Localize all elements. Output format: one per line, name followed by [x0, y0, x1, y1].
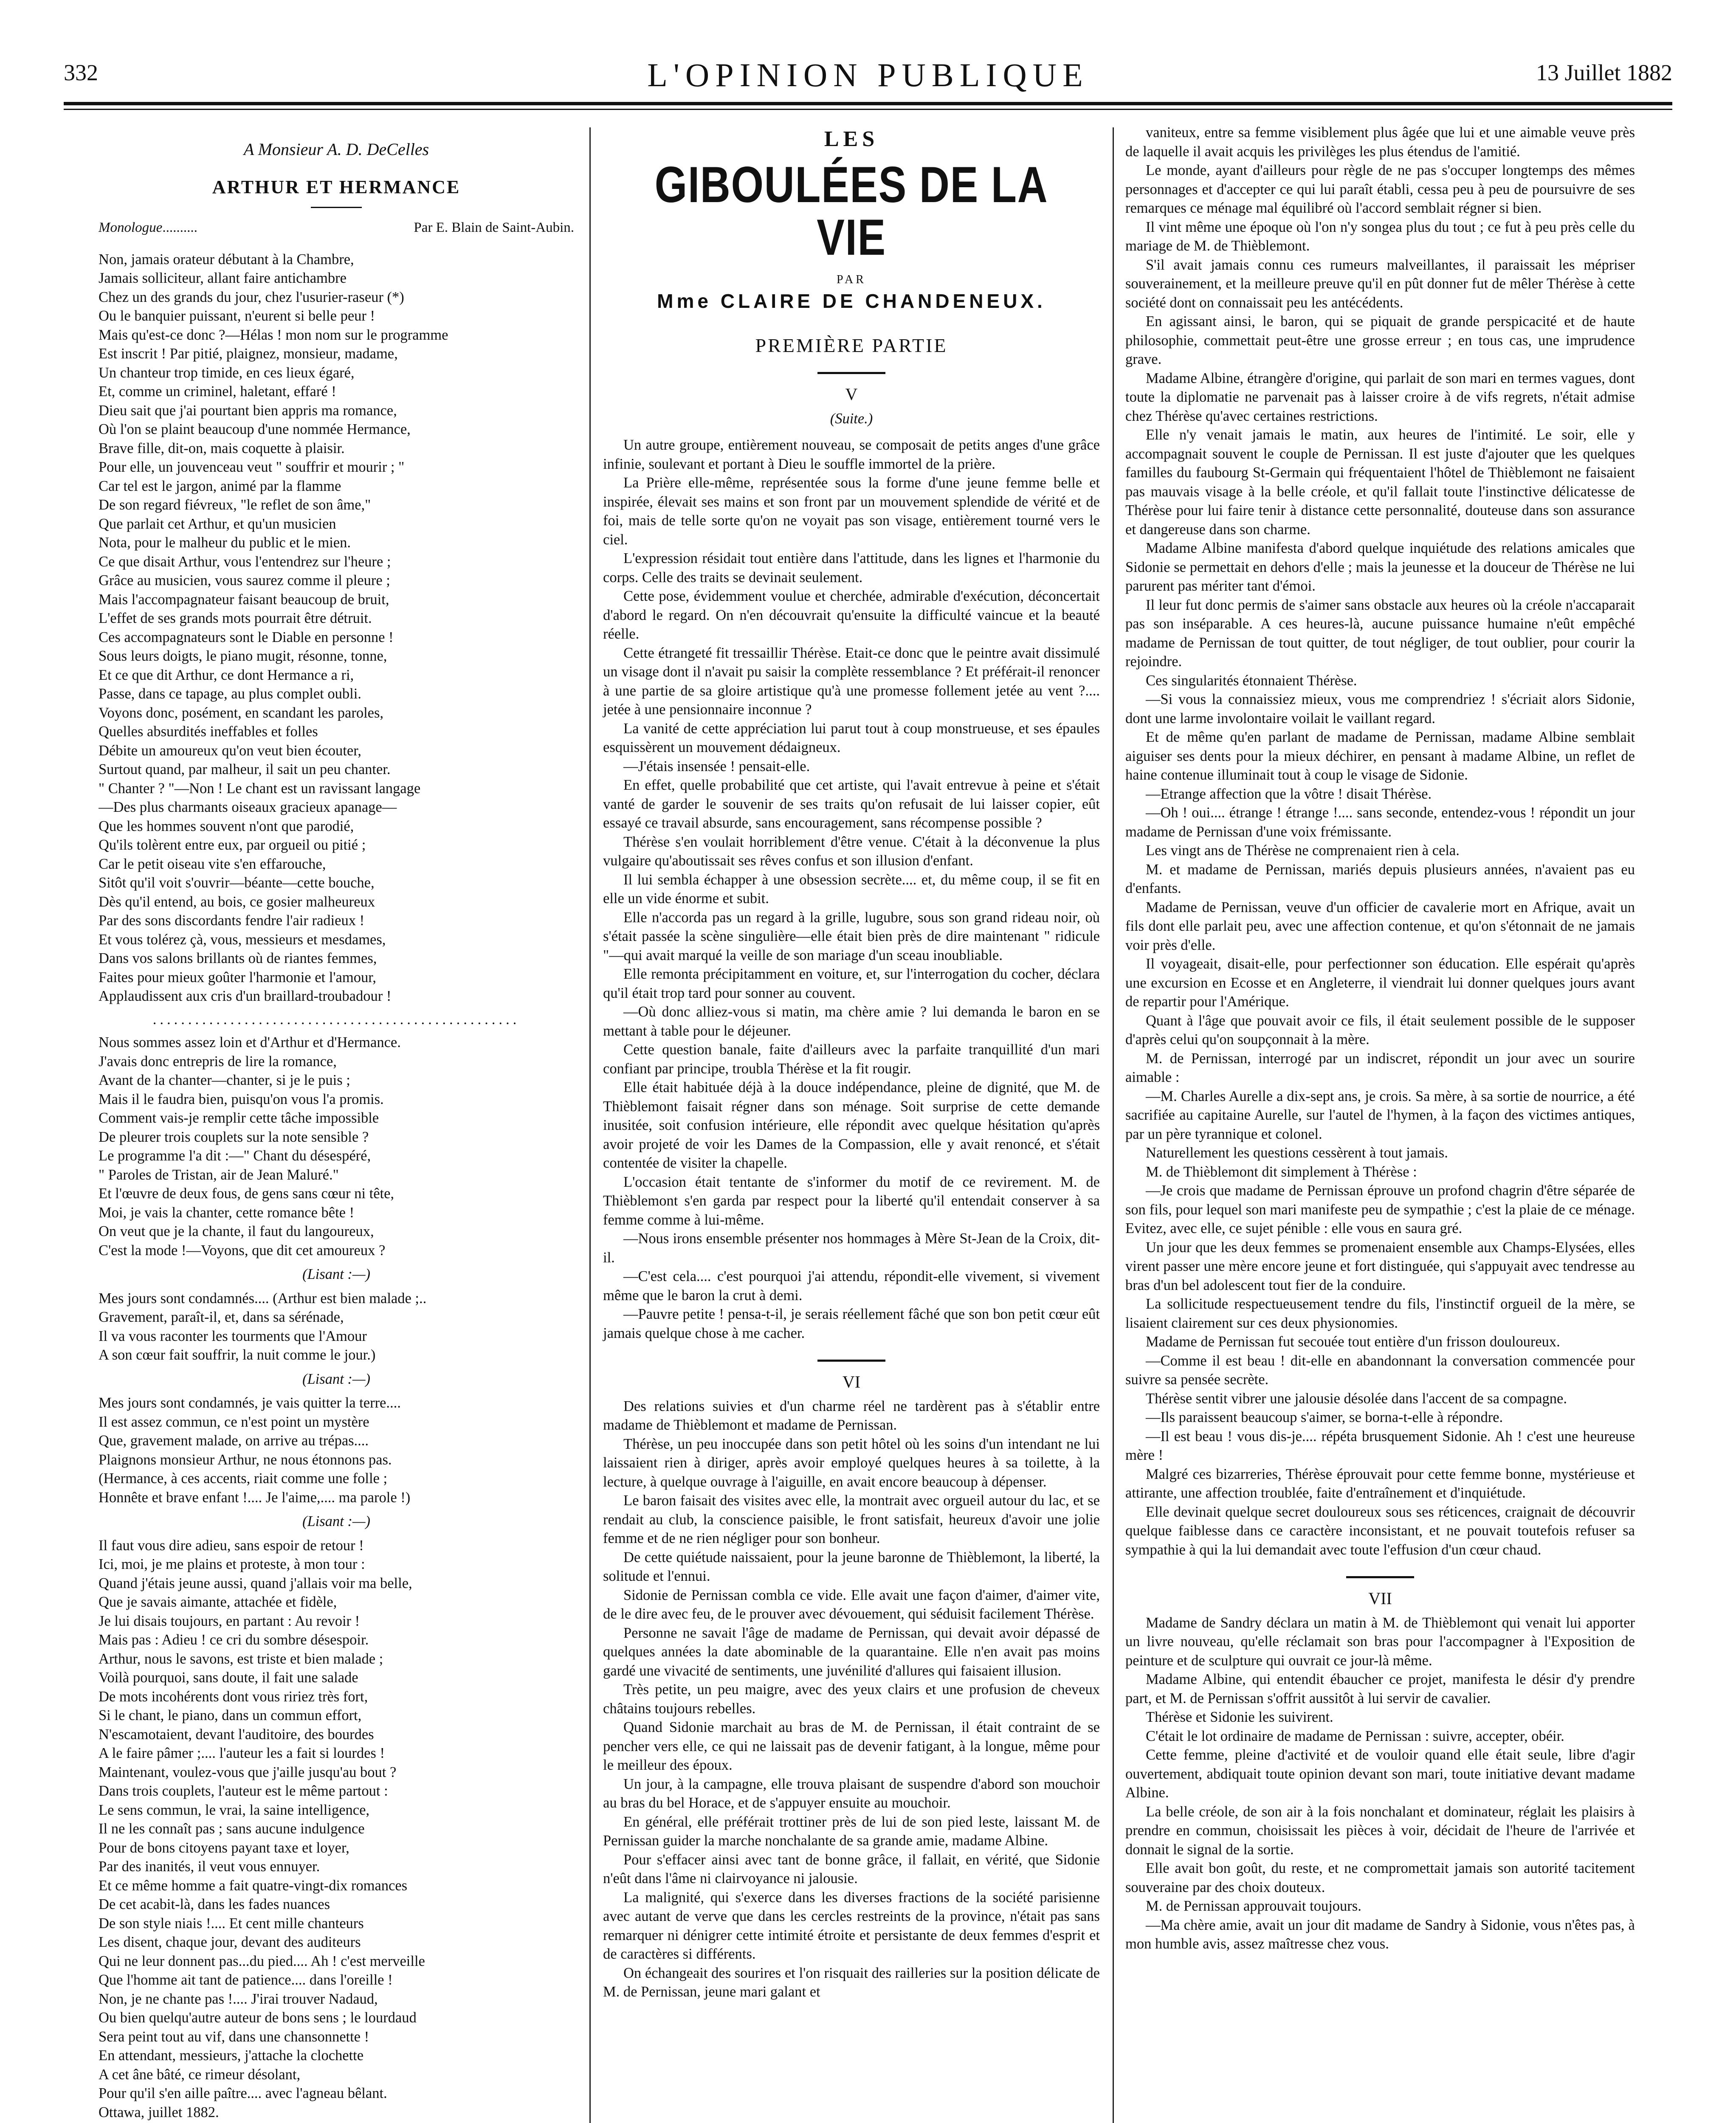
verse-line: Voilà pourquoi, sans doute, il fait une salade	[99, 1670, 358, 1686]
verse-line: Sitôt qu'il voit s'ouvrir—béante—cette bouche,	[99, 875, 375, 891]
paragraph: La vanité de cette appréciation lui parut tout à coup monstrueuse, et ses épaules esquissèrent un mouvement dédaigneux.	[603, 720, 1100, 755]
verse-line: Arthur, nous le savons, est triste et bien malade ;	[99, 1650, 383, 1667]
verse-line: Mes jours sont condamnés, je vais quitter la terre....	[99, 1395, 401, 1411]
paragraph: Les vingt ans de Thérèse ne comprenaient rien à cela.	[1146, 842, 1460, 859]
paragraph: Le baron faisait des visites avec elle, la montrait avec orgueil autour du lac, et se rendait au club, la conscience paisible, le front satisfait, heureux d'avoir une jolie femme et de ne rien négliger pour son bonheur.	[603, 1492, 1100, 1546]
verse-line: Débite un amoureux qu'on veut bien écouter,	[99, 742, 361, 759]
verse-line: Il va vous raconter les tourments que l'Amour	[99, 1328, 367, 1344]
verse-line: Jamais solliciteur, allant faire antichambre	[99, 270, 347, 286]
verse-line: Avant de la chanter—chanter, si je le puis ;	[99, 1072, 350, 1088]
paragraph: La Prière elle-même, représentée sous la forme d'une jeune femme belle et inspirée, élevait ses mains et son front par un mouvement splendide de vérité et de foi, mais de telle sorte qu'on ne voyait pas son visage, entièrement tourné vers le ciel.	[603, 475, 1100, 548]
paragraph: En effet, quelle probabilité que cet artiste, qui l'avait entrevue à peine et s'était vanté de garder le souvenir de ses traits qu'on refusait de lui laisser copier, eût essayé ce travail absurde, sans encouragement, sans récompense possible ?	[603, 777, 1100, 831]
verse-line: Par des sons discordants fendre l'air radieux !	[99, 912, 365, 929]
chapter-rule	[817, 372, 885, 374]
verse-line: Dans vos salons brillants où de riantes femmes,	[99, 950, 377, 966]
verse-line: Brave fille, dit-on, mais coquette à plaisir.	[99, 440, 345, 456]
poem-stanza	[99, 250, 574, 1006]
paragraph: Madame de Pernissan, veuve d'un officier de cavalerie mort en Afrique, avait un fils dont elle parlait peu, avec une affection contenue, et qu'on s'étonnait de ne jamais voir près d'elle.	[1125, 899, 1635, 953]
paragraph: —Oh ! oui.... étrange ! étrange !.... sans seconde, entendez-vous ! répondit un jour madame de Pernissan d'une voix frémissante.	[1125, 805, 1635, 840]
verse-line: Pour qu'il s'en aille paître.... avec l'agneau bêlant.	[99, 2085, 387, 2101]
paragraph: —C'est cela.... c'est pourquoi j'ai attendu, répondit-elle vivement, si vivement même que le baron la crut à demi.	[603, 1268, 1100, 1304]
paragraph: Un jour, à la campagne, elle trouva plaisant de suspendre d'abord son mouchoir au bras du bel Horace, et de s'appuyer ensuite au mouchoir.	[603, 1776, 1100, 1811]
verse-line: Il faut vous dire adieu, sans espoir de retour !	[99, 1537, 364, 1554]
verse-line: A cet âne bâté, ce rimeur désolant,	[99, 2066, 301, 2083]
paragraph: Madame de Sandry déclara un matin à M. de Thièblemont qui venait lui apporter un livre nouveau, qu'elle réclamait son bras pour l'accompagner à l'Exposition de peinture et de sculpture qui ouvrait ce jour-là même.	[1125, 1614, 1635, 1669]
paragraph: Il leur fut donc permis de s'aimer sans obstacle aux heures où la créole n'accaparait pas son inséparable. A ces heures-là, aucune puissance humaine n'eût empêché madame de Pernissan de tout quitter, de tout négliger, de tout oublier, pour courir la rejoindre.	[1125, 597, 1635, 670]
verse-line: Maintenant, voulez-vous que j'aille jusqu'au bout ?	[99, 1764, 397, 1780]
paragraph: —Où donc alliez-vous si matin, ma chère amie ? lui demanda le baron en se mettant à table pour le déjeuner.	[603, 1004, 1100, 1039]
verse-line: De son regard fiévreux, "le reflet de son âme,"	[99, 497, 371, 513]
verse-line: C'est la mode !—Voyons, que dit cet amoureux ?	[99, 1242, 386, 1259]
paragraph: Thérèse sentit vibrer une jalousie désolée dans l'accent de sa compagne.	[1146, 1390, 1567, 1407]
page-number: 332	[64, 60, 98, 85]
verse-line: Que parlait cet Arthur, et qu'un musicien	[99, 515, 336, 532]
paragraph: Madame Albine, étrangère d'origine, qui parlait de son mari en termes vagues, dont toute la diplomatie ne parvenait pas à laisser croire à de vifs regrets, n'était admise chez Thérèse qu'avec certaines restrictions.	[1125, 370, 1635, 424]
verse-line: Est inscrit ! Par pitié, plaignez, monsieur, madame,	[99, 346, 398, 362]
verse-line: En attendant, messieurs, j'attache la clochette	[99, 2047, 364, 2064]
verse-line: Quelles absurdités ineffables et folles	[99, 724, 318, 740]
verse-line: Car tel est le jargon, animé par la flamme	[99, 478, 341, 494]
paragraph: —J'étais insensée ! pensait-elle.	[623, 758, 810, 774]
column-serial-1	[603, 123, 1100, 2002]
verse-line: " Paroles de Tristan, air de Jean Maluré."	[99, 1166, 339, 1183]
verse-line: Par des inanités, il veut vous ennuyer.	[99, 1858, 320, 1875]
verse-line: Dieu sait que j'ai pourtant bien appris ma romance,	[99, 402, 397, 419]
paragraph: Thérèse s'en voulait horriblement d'être venue. C'était à la déconvenue la plus vulgaire qu'aboutissait ses rêves confus et son illusion d'enfant.	[603, 833, 1100, 869]
paragraph: —Il est beau ! vous dis-je.... répéta brusquement Sidonie. Ah ! c'est une heureuse mère !	[1125, 1428, 1635, 1463]
stage-direction: (Lisant :—)	[302, 1513, 371, 1529]
verse-line: Honnête et brave enfant !.... Je l'aime,.... ma parole !)	[99, 1489, 411, 1506]
masthead-rule-thick	[64, 102, 1672, 105]
paragraph: M. et madame de Pernissan, mariés depuis plusieurs années, n'avaient pas eu d'enfants.	[1125, 861, 1635, 896]
verse-line: Voyons donc, posément, en scandant les paroles,	[99, 704, 384, 721]
verse-line: Qui ne leur donnent pas...du pied.... Ah ! c'est merveille	[99, 1953, 425, 1969]
poem-stanza	[99, 1289, 574, 1365]
paragraph: —Nous irons ensemble présenter nos hommages à Mère St-Jean de la Croix, dit-il.	[603, 1230, 1100, 1266]
ellipsis-separator: ....................................................	[152, 1011, 520, 1028]
verse-line: De pleurer trois couplets sur la note sensible ?	[99, 1129, 369, 1145]
paragraph: —Pauvre petite ! pensa-t-il, je serais réellement fâché que son bon petit cœur eût jamais quelque chose à me cacher.	[603, 1306, 1100, 1341]
verse-line: Le programme l'a dit :—" Chant du désespéré,	[99, 1148, 371, 1164]
verse-line: Passe, dans ce tapage, au plus complet oubli.	[99, 686, 361, 702]
verse-line: Gravement, paraît-il, et, dans sa sérénade,	[99, 1309, 344, 1325]
poem-dedication: A Monsieur A. D. DeCelles	[243, 140, 429, 159]
chapter-heading: VII	[1368, 1589, 1392, 1608]
paragraph: Le monde, ayant d'ailleurs pour règle de ne pas s'occuper longtemps des mêmes personnages et d'accepter ce qui lui paraît établi, cessa peu à peu de poursuivre de ses remarques ce ménage mal équilibré où l'accord semblait régner si bien.	[1125, 162, 1635, 216]
verse-line: N'escamotaient, devant l'auditoire, des bourdes	[99, 1726, 374, 1743]
verse-line: Qu'ils tolèrent entre eux, par orgueil ou pitié ;	[99, 837, 366, 853]
byline-genre: Monologue	[99, 220, 163, 235]
paragraph: Naturellement les questions cessèrent à tout jamais.	[1146, 1145, 1448, 1161]
verse-line: Je lui disais toujours, en partant : Au revoir !	[99, 1613, 360, 1629]
paragraph: Madame Albine manifesta d'abord quelque inquiétude des relations amicales que Sidonie se permettait en dehors d'elle ; mais la jeunesse et la douceur de Thérèse ne lui parurent pas mériter tant d'émoi.	[1125, 540, 1635, 594]
serial-article: LES	[824, 127, 879, 151]
paragraph: Très petite, un peu maigre, avec des yeux clairs et une profusion de cheveux châtains toujours rebelles.	[603, 1681, 1100, 1717]
paragraph: Elle n'accorda pas un regard à la grille, lugubre, sous son grand rideau noir, où s'était passée la scène singulière—elle était bien près de dire maintenant " ridicule "—qui avait marqué la veille de son mariage d'un sceau inoubliable.	[603, 909, 1100, 963]
paragraph: —Ma chère amie, avait un jour dit madame de Sandry à Sidonie, vous n'êtes pas, à mon humble avis, assez maîtresse chez vous.	[1125, 1917, 1635, 1952]
chapter-rule	[1346, 1576, 1414, 1578]
paragraph: Un jour que les deux femmes se promenaient ensemble aux Champs-Elysées, elles virent passer une mère encore jeune et fort distinguée, qui s'appuyait avec tendresse au bras d'un bel adolescent tout fier de la conduire.	[1125, 1239, 1635, 1293]
paragraph: Il voyageait, disait-elle, pour perfectionner son éducation. Elle espérait qu'après une excursion en Ecosse et en Angleterre, il viendrait lui donner quelques jours avant de repartir pour l'Amérique.	[1125, 956, 1635, 1010]
poem-title: ARTHUR ET HERMANCE	[212, 176, 461, 197]
verse-line: Surtout quand, par malheur, il sait un peu chanter.	[99, 761, 391, 777]
verse-line: A son cœur fait souffrir, la nuit comme le jour.)	[99, 1347, 376, 1363]
paragraph: C'était le lot ordinaire de madame de Pernissan : suivre, accepter, obéir.	[1146, 1728, 1564, 1744]
paragraph: M. de Thièblemont dit simplement à Thérèse :	[1146, 1163, 1417, 1180]
verse-line: " Chanter ? "—Non ! Le chant est un ravissant langage	[99, 780, 421, 797]
verse-line: Chez un des grands du jour, chez l'usurier-raseur (*)	[99, 289, 404, 305]
verse-line: Ou le banquier puissant, n'eurent si belle peur !	[99, 308, 375, 324]
verse-line: Ou bien quelqu'autre auteur de bons sens ; le lourdaud	[99, 2010, 417, 2026]
verse-line: De mots incohérents dont vous ririez très fort,	[99, 1688, 368, 1705]
paragraph: En agissant ainsi, le baron, qui se piquait de grande perspicacité et de haute philosophie, commettait peut-être une grosse erreur ; en tous cas, une imprudence grave.	[1125, 313, 1635, 367]
paragraph: Il lui sembla échapper à une obsession secrète.... et, du même coup, il se fit en elle un vide énorme et subit.	[603, 871, 1100, 907]
chapter-body	[1125, 1613, 1635, 1954]
verse-line: Moi, je vais la chanter, cette romance bête !	[99, 1204, 355, 1221]
poem-stanza	[99, 1536, 574, 2103]
paragraph: Il vint même une époque où l'on n'y songea plus du tout ; ce fut à peu près celle du mariage de M. de Thièblemont.	[1125, 219, 1635, 254]
verse-line: Mais l'accompagnateur faisant beaucoup de bruit,	[99, 591, 389, 608]
paragraph: —Comme il est beau ! dit-elle en abandonnant la conversation commencée pour suivre sa pensée secrète.	[1125, 1352, 1635, 1388]
column-serial-2	[1125, 123, 1635, 1954]
paragraph: Quant à l'âge que pouvait avoir ce fils, il était seulement possible de le supposer d'après celui qu'on soupçonnait à la mère.	[1125, 1012, 1635, 1047]
serial-title: GIBOULÉES DE LA VIE	[654, 156, 1048, 266]
paragraph: Et de même qu'en parlant de madame de Pernissan, madame Albine semblait aiguiser ses dents pour la mieux déchirer, en pensant à madame Albine, un reflet de haine contenue illuminait tout à coup le visage de Sidonie.	[1125, 729, 1635, 783]
verse-line: Dans trois couplets, l'auteur est le même partout :	[99, 1783, 388, 1799]
verse-line: Il ne les connaît pas ; sans aucune indulgence	[99, 1821, 365, 1837]
issue-date: 13 Juillet 1882	[1536, 60, 1672, 85]
paragraph: Madame de Pernissan fut secouée tout entière d'un frisson douloureux.	[1146, 1334, 1560, 1350]
verse-line: Les disent, chaque jour, devant des auditeurs	[99, 1934, 361, 1950]
verse-line: Que les hommes souvent n'ont que parodié,	[99, 818, 354, 834]
paragraph: Personne ne savait l'âge de madame de Pernissan, qui devait avoir dépassé de quelques années la date abominable de la quarantaine. Elle n'en avait pas moins gardé une vivacité de sentiments, une juvénilité d'allures qui faisaient illusion.	[603, 1625, 1100, 1679]
paragraph: —Etrange affection que la vôtre ! disait Thérèse.	[1146, 786, 1432, 802]
verse-line: Le sens commun, le vrai, la saine intelligence,	[99, 1802, 370, 1818]
verse-line: Plaignons monsieur Arthur, ne nous étonnons pas.	[99, 1451, 392, 1468]
paragraph: La malignité, qui s'exerce dans les diverses fractions de la société parisienne avec autant de verve que dans les cercles restreints de la province, n'était pas sans remarquer ni dénigrer cette intimité étroite et persistante de deux femmes d'esprit et de caractères si différents.	[603, 1889, 1100, 1962]
verse-line: Ici, moi, je me plains et proteste, à mon tour :	[99, 1556, 365, 1572]
paragraph: Cette pose, évidemment voulue et cherchée, admirable d'exécution, déconcertait d'abord le regard. On n'en découvrait qu'ensuite la difficulté vaincue et la beauté réelle.	[603, 588, 1100, 642]
verse-line: A le faire pâmer ;.... l'auteur les a fait si lourdes !	[99, 1745, 385, 1761]
verse-line: Et l'œuvre de deux fous, de gens sans cœur ni tête,	[99, 1185, 395, 1202]
paragraph: —Ils paraissent beaucoup s'aimer, se borna-t-elle à répondre.	[1146, 1409, 1503, 1425]
verse-line: Et ce même homme a fait quatre-vingt-dix romances	[99, 1877, 408, 1894]
serial-author: Mme CLAIRE DE CHANDENEUX.	[657, 290, 1046, 312]
verse-line: Sera peint tout au vif, dans une chansonnette !	[99, 2028, 369, 2045]
chapter-rule	[817, 1360, 885, 1362]
paragraph: Cette femme, pleine d'activité et de vouloir quand elle était seule, libre d'agir ouvertement, abdiquait toute opinion devant son mari, toute initiative devant madame Albine.	[1125, 1747, 1635, 1801]
verse-line: Non, je ne chante pas !.... J'irai trouver Nadaud,	[99, 1991, 378, 2007]
verse-line: Applaudissent aux cris d'un braillard-troubadour !	[99, 988, 392, 1004]
paragraph: Quand Sidonie marchait au bras de M. de Pernissan, il était contraint de se pencher vers elle, ce qui ne laissait pas de devenir fatigant, à la longue, même pour le meilleur des époux.	[603, 1719, 1100, 1773]
verse-line: Que, gravement malade, on arrive au trépas....	[99, 1433, 369, 1449]
chapter-body	[1125, 123, 1635, 1559]
paragraph: Cette étrangeté fit tressaillir Thérèse. Etait-ce donc que le peintre avait dissimulé un visage dont il n'avait pu saisir la complète ressemblance ? Et préférait-il renoncer à une partie de sa gloire artistique qu'à une promesse follement jetée au vent ?.... jetée à une pensionnaire inconnue ?	[603, 645, 1100, 718]
paragraph: Thérèse et Sidonie les suivirent.	[1146, 1709, 1333, 1725]
verse-line: Sous leurs doigts, le piano mugit, résonne, tonne,	[99, 648, 387, 664]
verse-line: Nota, pour le malheur du public et le mien.	[99, 535, 351, 551]
verse-line: Quand j'étais jeune aussi, quand j'allais voir ma belle,	[99, 1575, 412, 1591]
verse-line: (Hermance, à ces accents, riait comme une folle ;	[99, 1470, 388, 1487]
paragraph: M. de Pernissan approuvait toujours.	[1146, 1898, 1361, 1914]
verse-line: L'effet de ses grands mots pourrait être détruit.	[99, 610, 372, 626]
paragraph: Thérèse, un peu inoccupée dans son petit hôtel où les soins d'un intendant ne lui laissaient rien à diriger, après avoir employé quelques heures à sa toilette, à la lecture, à quelque ouvrage à l'aiguille, en avait encore beaucoup à dépenser.	[603, 1436, 1100, 1490]
paragraph: Cette question banale, faite d'ailleurs avec la parfaite tranquillité d'un mari confiant par principe, troubla Thérèse et la fit rougir.	[603, 1042, 1100, 1077]
verse-line: J'avais donc entrepris de lire la romance,	[99, 1053, 337, 1070]
serial-par: PAR	[837, 273, 866, 286]
chapter-heading: VI	[842, 1372, 861, 1391]
verse-line: Faites pour mieux goûter l'harmonie et l'amour,	[99, 969, 376, 985]
verse-line: Pour de bons citoyens payant taxe et loyer,	[99, 1839, 349, 1856]
paragraph: On échangeait des sourires et l'on risquait des railleries sur la position délicate de M. de Pernissan, jeune mari galant et	[603, 1965, 1100, 2000]
verse-line: Mais qu'est-ce donc ?—Hélas ! mon nom sur le programme	[99, 327, 448, 343]
byline-author: Par E. Blain de Saint-Aubin.	[414, 220, 574, 235]
chapter-body	[603, 1397, 1100, 2002]
verse-line: Que je savais aimante, attachée et fidèle,	[99, 1594, 337, 1610]
paragraph: Ces singularités étonnaient Thérèse.	[1146, 672, 1357, 689]
verse-line: Si le chant, le piano, dans un commun effort,	[99, 1707, 362, 1723]
column-divider	[589, 127, 591, 2123]
paragraph: Elle n'y venait jamais le matin, aux heures de l'intimité. Le soir, elle y accompagnait souvent le couple de Pernissan. Il est juste d'ajouter que les quelques familles du faubourg St-Germain qui fréquentaient l'hôtel de Thièblemont ne faisaient pas mauvais visage à la belle créole, et qu'il fallait toute l'instinctive délicatesse de Thérèse pour lui faire tenir à distance cette personnalité, douteuse dans son assurance et dangereuse dans son charme.	[1125, 427, 1635, 538]
stage-direction: (Lisant :—)	[302, 1371, 371, 1387]
poem-signoff: Ottawa, juillet 1882.	[99, 2104, 219, 2120]
suite-label: (Suite.)	[830, 410, 873, 427]
verse-line: Mais pas : Adieu ! ce cri du sombre désespoir.	[99, 1632, 369, 1648]
verse-line: Ces accompagnateurs sont le Diable en personne !	[99, 629, 394, 645]
verse-line: Un chanteur trop timide, en ces lieux égaré,	[99, 364, 355, 381]
masthead-rule-thin	[64, 109, 1672, 110]
column-divider	[1113, 127, 1114, 2123]
poem-stanza	[99, 1033, 574, 1260]
stage-direction: (Lisant :—)	[302, 1266, 371, 1282]
verse-line: Mais il le faudra bien, puisqu'on vous l'a promis.	[99, 1091, 384, 1107]
paragraph: De cette quiétude naissaient, pour la jeune baronne de Thièblemont, la liberté, la solitude et l'ennui.	[603, 1549, 1100, 1584]
verse-line: Que l'homme ait tant de patience.... dans l'oreille !	[99, 1972, 393, 1988]
verse-line: Non, jamais orateur débutant à la Chambre,	[99, 251, 354, 267]
column-poem	[99, 123, 574, 2123]
paragraph: Sidonie de Pernissan combla ce vide. Elle avait une façon d'aimer, d'aimer vite, de le dire avec feu, de le prouver avec dévouement, qui séduisit facilement Thérèse.	[603, 1587, 1100, 1622]
verse-line: Car le petit oiseau vite s'en effarouche,	[99, 856, 326, 872]
paragraph: vaniteux, entre sa femme visiblement plus âgée que lui et une aimable veuve près de laquelle il avait acquis les privilèges les plus étendus de l'amitié.	[1125, 124, 1635, 160]
verse-line: Il est assez commun, ce n'est point un mystère	[99, 1413, 369, 1430]
verse-line: Et vous tolérez çà, vous, messieurs et mesdames,	[99, 931, 386, 948]
paragraph: Pour s'effacer ainsi avec tant de bonne grâce, il fallait, en vérité, que Sidonie n'eût dans l'âme ni clairvoyance ni jalousie.	[603, 1851, 1100, 1886]
verse-line: Où l'on se plaint beaucoup d'une nommée Hermance,	[99, 421, 411, 437]
verse-line: —Des plus charmants oiseaux gracieux apanage—	[99, 799, 397, 815]
paragraph: Elle était habituée déjà à la douce indépendance, pleine de dignité, que M. de Thièblemont faisait régner dans son ménage. Soit surprise de cette demande inusitée, soit confusion intérieure, elle répondit avec quelque hésitation qu'après avoir projeté de voir les Dames de la Compassion, elle y avait renoncé, et s'était contentée de visiter la chapelle.	[603, 1079, 1100, 1171]
title-rule	[311, 207, 362, 208]
paragraph: S'il avait jamais connu ces rumeurs malveillantes, il paraissait les mépriser souverainement, et la meilleure preuve qu'il en pût donner fut de mêler Thérèse à cette société dont on connaissait peu les antécédents.	[1125, 256, 1635, 311]
paragraph: Un autre groupe, entièrement nouveau, se composait de petits anges d'une grâce infinie, soulevant et portant à Dieu le souffle immortel de la prière.	[603, 437, 1100, 472]
serial-part: PREMIÈRE PARTIE	[755, 334, 948, 356]
verse-line: Dès qu'il entend, au bois, ce gosier malheureux	[99, 893, 375, 910]
verse-line: Et, comme un criminel, haletant, effaré !	[99, 383, 336, 400]
verse-line: De son style niais !.... Et cent mille chanteurs	[99, 1915, 364, 1932]
paragraph: En général, elle préférait trottiner près de lui de son pied leste, laissant M. de Pernissan guider la marche nonchalante de sa grande amie, madame Albine.	[603, 1813, 1100, 1849]
poem-stanza	[99, 1394, 574, 1507]
paragraph: —Je crois que madame de Pernissan éprouve un profond chagrin d'être séparée de son fils, pour lequel son mari manifeste peu de sympathie ; c'est la plaie de ce ménage. Evitez, avec elle, ce sujet pénible : elle vous en saura gré.	[1125, 1183, 1635, 1236]
paragraph: M. de Pernissan, interrogé par un indiscret, répondit un jour avec un sourire aimable :	[1125, 1050, 1635, 1085]
paragraph: L'expression résidait tout entière dans l'attitude, dans les lignes et l'harmonie du corps. Celle des traits se devinait seulement.	[603, 550, 1100, 586]
paragraph: L'occasion était tentante de s'informer du motif de ce revirement. M. de Thièblemont s'en garda par respect pour la liberté qu'il entendait conserver à sa femme comme à lui-même.	[603, 1174, 1100, 1228]
verse-line: De cet acabit-là, dans les fades nuances	[99, 1896, 330, 1912]
paragraph: Des relations suivies et d'un charme réel ne tardèrent pas à s'établir entre madame de Thièblemont et madame de Pernissan.	[603, 1398, 1100, 1433]
paragraph: Elle remonta précipitamment en voiture, et, sur l'interrogation du cocher, déclara qu'il était trop tard pour sonner au couvent.	[603, 966, 1100, 1001]
paragraph: —M. Charles Aurelle a dix-sept ans, je crois. Sa mère, à sa sortie de nourrice, a été sacrifiée au capitaine Aurelle, sur l'autel de l'hymen, à la façon des victimes antiques, par un père tyrannique et colonel.	[1125, 1088, 1635, 1142]
verse-line: Et ce que dit Arthur, ce dont Hermance a ri,	[99, 667, 354, 683]
paragraph: La sollicitude respectueusement tendre du fils, l'instinctif orgueil de la mère, se lisaient clairement sur ces deux physionomies.	[1125, 1296, 1635, 1331]
poem-byline: Monologue.......... Par E. Blain de Saint-Aubin.	[99, 218, 574, 237]
paragraph: Madame Albine, qui entendit ébaucher ce projet, manifesta le désir d'y prendre part, et M. de Pernissan s'offrit aussitôt à lui servir de cavalier.	[1125, 1671, 1635, 1706]
paragraph: —Si vous la connaissiez mieux, vous me comprendriez ! s'écriait alors Sidonie, dont une larme involontaire voilait le vaillant regard.	[1125, 691, 1635, 726]
paragraph: Malgré ces bizarreries, Thérèse éprouvait pour cette femme bonne, mystérieuse et attirante, une affection troublée, faite d'entraînement et d'inquiétude.	[1125, 1466, 1635, 1501]
paragraph: Elle devinait quelque secret douloureux sous ses réticences, craignait de découvrir quelque faiblesse dans ce caractère inconsistant, et ne pouvait toutefois refuser sa sympathie à qui la lui demandait avec toute l'effusion d'un cœur chaud.	[1125, 1504, 1635, 1558]
paragraph: La belle créole, de son air à la fois nonchalant et dominateur, réglait les plaisirs à prendre en commun, choisissait les pièces à voir, décidait de l'heure de l'arrivée et donnait le signal de la sortie.	[1125, 1803, 1635, 1858]
verse-line: On veut que je la chante, il faut du langoureux,	[99, 1223, 374, 1239]
verse-line: Comment vais-je remplir cette tâche impossible	[99, 1110, 379, 1126]
verse-line: Ce que disait Arthur, vous l'entendrez sur l'heure ;	[99, 553, 391, 570]
chapter-body	[603, 436, 1100, 1343]
verse-line: Grâce au musicien, vous saurez comme il pleure ;	[99, 572, 390, 588]
verse-line: Mes jours sont condamnés.... (Arthur est bien malade ;..	[99, 1290, 427, 1306]
verse-line: Nous sommes assez loin et d'Arthur et d'Hermance.	[99, 1034, 401, 1050]
chapter-heading: V	[845, 385, 858, 404]
paragraph: Elle avait bon goût, du reste, et ne compromettait jamais son autorité tacitement souveraine par des choix douteux.	[1125, 1860, 1635, 1895]
verse-line: Pour elle, un jouvenceau veut " souffrir et mourir ; "	[99, 459, 405, 475]
masthead	[64, 56, 1672, 102]
journal-title: L'OPINION PUBLIQUE	[647, 56, 1089, 93]
